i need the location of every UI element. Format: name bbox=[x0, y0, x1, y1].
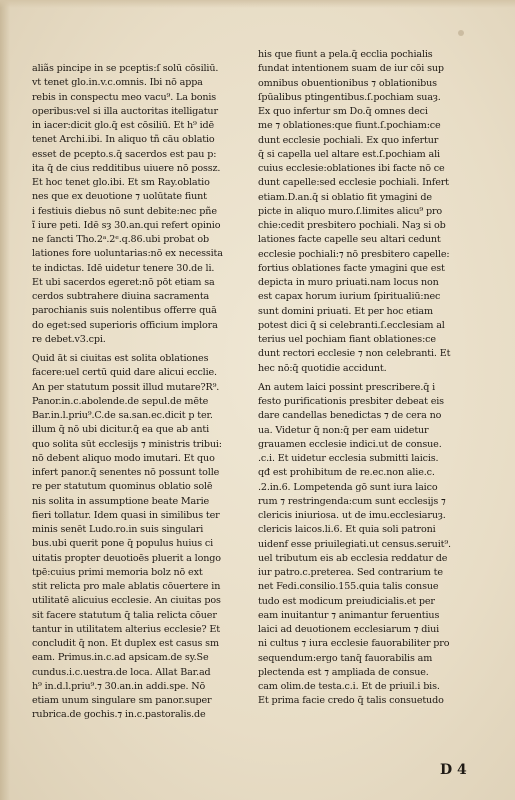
text-line: Panor.in.c.abolende.de sepul.de mēte bbox=[32, 395, 209, 407]
text-line: sit facere statutum q̄ talia relicta cōuer bbox=[32, 609, 217, 621]
text-line: Et hoc tenet glo.ibi. Et sm Ray.oblatio bbox=[32, 177, 210, 188]
text-line: infert panor.q̄ senentes nō possunt tolle bbox=[32, 467, 220, 478]
text-line: uidenf esse priuilegiati.ut census.seruit⁹. bbox=[258, 538, 451, 550]
right-text-column bbox=[258, 48, 473, 709]
text-line: hec nō:q̄ quotidie accidunt. bbox=[258, 362, 387, 374]
text-line: grauamen ecclesie indici.ut de consue. bbox=[258, 438, 442, 450]
text-line: etiam unum singulare sm panor.super bbox=[32, 695, 212, 706]
text-line: q̄ si capella uel altare est.ſ.pochiam ali bbox=[258, 148, 440, 160]
text-line: potest dici q̄ si celebranti.ſ.ecclesiam al bbox=[258, 319, 445, 331]
text-line: picte in aliquo muro.ſ.limites alicu⁹ pro bbox=[258, 205, 443, 217]
text-line: re debet.v3.cpi. bbox=[32, 333, 106, 345]
text-line: ita q̄ de cius redditibus uiuere nō possz. bbox=[32, 162, 221, 174]
text-line: rubrica.de gochis.⁊ in.c.pastoralis.de bbox=[32, 709, 206, 721]
text-line: illum q̄ nō ubi dicitur.q̄ ea que ab anti bbox=[32, 424, 209, 436]
text-line: ua. Videtur q̄ non:q̄ per eam uidetur bbox=[258, 424, 429, 436]
text-line: lationes facte capelle seu altari cedunt bbox=[258, 234, 441, 246]
page-top-shadow bbox=[0, 0, 515, 8]
text-line: facere:uel certū quid dare alicui ecclie. bbox=[32, 367, 217, 379]
text-line: operibus:vel si illa auctoritas itelligatur bbox=[32, 105, 218, 117]
text-line: terius uel pochiam fiant oblationes:ce bbox=[258, 334, 436, 345]
text-line: Quid āt si ciuitas est solita oblationes bbox=[32, 353, 209, 364]
text-line: his que fiunt a pela.q̄ ecclia pochialis bbox=[258, 49, 433, 60]
text-line: iur patro.c.preterea. Sed contrarium te bbox=[258, 567, 443, 578]
text-line: laici ad deuotionem ecclesiarum ⁊ diui bbox=[258, 624, 440, 635]
text-line: .c.i. Et uidetur ecclesia submitti laicis. bbox=[258, 453, 439, 464]
text-line: chie:cedit presbitero pochiali. Naȝ si ob bbox=[258, 220, 446, 231]
text-line: dunt ecclesie pochiali. Ex quo infertur bbox=[258, 134, 439, 146]
text-line: do eget:sed superioris officium implora bbox=[32, 319, 218, 331]
text-line: re per statutum quominus oblatio solē bbox=[32, 481, 213, 493]
text-line: ſpūalibus ptingentibus.ſ.pochiam suaȝ. bbox=[258, 91, 441, 103]
text-line: nō debent aliquo modo imutari. Et quo bbox=[32, 452, 215, 464]
text-line: fortius oblationes facte ymagini que est bbox=[258, 262, 445, 274]
text-line: rebis in conspectu meo vacu⁹. La bonis bbox=[32, 91, 217, 103]
text-line: dunt rectori ecclesie ⁊ non celebranti. Et bbox=[258, 348, 451, 360]
text-line: omnibus obuentionibus ⁊ oblationibus bbox=[258, 77, 437, 89]
text-line: tpē:cuius primi memoria bolz nō ext bbox=[32, 566, 203, 578]
text-line: clericis iniuriosa. ut de imu.ecclesiaruȝ. bbox=[258, 510, 446, 521]
paper-spot bbox=[458, 30, 464, 36]
text-line: Et ubi sacerdos egeret:nō pōt etiam sa bbox=[32, 276, 215, 288]
text-line: cundus.i.c.uestra.de loca. Allat Bar.ad bbox=[32, 666, 211, 678]
text-line: plectenda est ⁊ ampliada de consue. bbox=[258, 666, 429, 678]
text-line: uitatis propter deuotioēs pluerit a longo bbox=[32, 552, 221, 564]
text-line: ne ſancti Tho.2ᵃ.2ᵉ.q.86.ubi probat ob bbox=[32, 234, 210, 245]
text-line: cam olim.de testa.c.i. Et de priuil.i bis. bbox=[258, 681, 440, 692]
page-edge-shadow bbox=[0, 0, 10, 800]
text-line: festo purificationis presbiter debeat eis bbox=[258, 396, 444, 407]
text-line: sunt domini priuati. Et per hoc etiam bbox=[258, 305, 433, 317]
text-line: etiam.D.an.q̄ si oblatio fit ymagini de bbox=[258, 191, 432, 203]
text-line: eam inuitantur ⁊ animantur feruentius bbox=[258, 609, 440, 621]
text-line: Bar.in.l.priu⁹.C.de sa.san.ec.dicit p ter. bbox=[32, 410, 213, 421]
right-paragraph-2 bbox=[258, 381, 473, 709]
left-text-column bbox=[32, 62, 244, 723]
text-line: te indictas. Idē uidetur tenere 30.de li. bbox=[32, 262, 215, 274]
text-line: lationes fore uoluntarias:nō ex necessita bbox=[32, 248, 223, 260]
left-paragraph-2 bbox=[32, 352, 244, 723]
text-line: nes que ex deuotione ⁊ uolūtate fiunt bbox=[32, 191, 207, 203]
text-line: sequendum:ergo tanq̄ fauorabilis am bbox=[258, 652, 433, 664]
text-line: nis solita in assumptione beate Marie bbox=[32, 495, 210, 507]
text-line: tenet Archi.ibi. In aliquo tñ cāu oblatio bbox=[32, 134, 215, 146]
left-paragraph-1 bbox=[32, 62, 244, 347]
text-line: vt tenet glo.in.v.c.omnis. Ibi nō appa bbox=[32, 77, 203, 89]
text-line: in iacer:dicit glo.q̄ est cōsiliū. Et h⁹ idē bbox=[32, 120, 215, 131]
text-line: minis senēt Ludo.ro.in suis singulari bbox=[32, 524, 204, 535]
text-line: quo solita sūt ecclesijs ⁊ ministris tribui: bbox=[32, 438, 222, 450]
text-line: cerdos subtrahere diuina sacramenta bbox=[32, 291, 210, 302]
text-line: parochianis suis nolentibus offerre quā bbox=[32, 305, 217, 317]
text-line: stit relicta pro male ablatis cōuertere in bbox=[32, 581, 221, 592]
text-line: i festiuis diebus nō sunt debite:nec pñe bbox=[32, 205, 217, 217]
text-line: qđ est prohibitum de re.ec.non alie.c. bbox=[258, 467, 435, 479]
text-line: tudo est modicum preiudicialis.et per bbox=[258, 595, 435, 607]
text-line: fieri tollatur. Idem quasi in similibus ter bbox=[32, 509, 220, 521]
text-line: clericis laicos.li.6. Et quia soli patroni bbox=[258, 524, 436, 536]
text-line: concludit q̄ non. Et duplex est casus sm bbox=[32, 638, 219, 649]
text-line: .2.in.6. Lompetenda gō sunt iura laico bbox=[258, 481, 438, 493]
text-line: utilitatē alicuius ecclesie. An ciuitas pos bbox=[32, 595, 221, 607]
text-line: h⁹ in.d.l.priu⁹.⁊ 30.an.in addi.spe. Nō bbox=[32, 680, 206, 692]
right-paragraph-1 bbox=[258, 48, 473, 376]
text-line: Et prima facie credo q̄ talis consuetudo bbox=[258, 695, 444, 707]
text-line: fundat intentionem suam de iur cōi sup bbox=[258, 63, 444, 75]
text-line: tantur in utilitatem alterius ecclesie? Et bbox=[32, 623, 220, 635]
text-line: bus.ubi querit pone q̄ populus huius ci bbox=[32, 538, 214, 550]
text-line: ecclesie pochiali:⁊ nō presbitero capelle: bbox=[258, 248, 450, 260]
text-line: me ⁊ oblationes:que fiunt.ſ.pochiam:ce bbox=[258, 120, 441, 132]
text-line: ni cultus ⁊ iura ecclesie fauorabiliter pro bbox=[258, 638, 450, 650]
text-line: aliãs pincipe in se pceptis:ſ solū cōsiliū. bbox=[32, 63, 219, 74]
text-line: est capax horum iurium ſpiritualiū:nec bbox=[258, 291, 441, 303]
signature-mark: D 4 bbox=[440, 762, 467, 778]
text-line: ĩ iure peti. Idē sȝ 30.an.qui refert opinio bbox=[32, 219, 221, 231]
text-line: rum ⁊ restringenda:cum sunt ecclesijs ⁊ bbox=[258, 495, 446, 507]
text-line: dare candellas benedictas ⁊ de cera no bbox=[258, 410, 442, 422]
text-line: eam. Primus.in.c.ad apsicam.de sy.Se bbox=[32, 652, 209, 664]
text-line: esset de pcepto.s.q̄ sacerdos est pau p: bbox=[32, 148, 217, 160]
text-line: An autem laici possint prescribere.q̄ i bbox=[258, 381, 436, 393]
text-line: depicta in muro priuati.nam locus non bbox=[258, 277, 439, 288]
text-line: Ex quo infertur sm Do.q̄ omnes deci bbox=[258, 106, 428, 117]
text-line: dunt capelle:sed ecclesie pochiali. Infert bbox=[258, 177, 449, 189]
text-line: uel tributum eis ab ecclesia reddatur de bbox=[258, 552, 448, 564]
text-line: cuius ecclesie:oblationes ibi facte nō ce bbox=[258, 163, 445, 174]
text-line: An per statutum possit illud mutare?R⁹. bbox=[32, 381, 220, 393]
text-line: net Fedi.consilio.155.quia talis consue bbox=[258, 581, 439, 593]
